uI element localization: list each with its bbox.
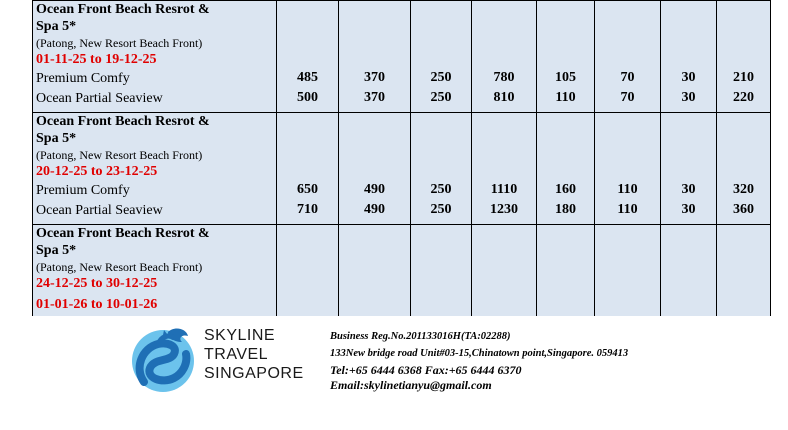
price-value: 500 [297,90,318,105]
company-email: Email:skylinetianyu@gmail.com [330,378,492,392]
price-value: 810 [493,90,515,105]
price-value: 490 [364,202,385,217]
price-value: 250 [430,70,452,85]
price-value: 30 [681,202,696,217]
price-cell [717,113,771,225]
price-value: 180 [555,202,576,217]
room-type: Ocean Partial Seaview [36,203,163,218]
date-range: 24-12-25 to 30-12-25 [36,276,158,291]
price-cell [661,113,717,225]
dragon-logo-icon [128,324,198,394]
room-type: Ocean Partial Seaview [36,91,163,106]
hotel-location: (Patong, New Resort Beach Front) [36,148,203,162]
price-cell [661,1,717,113]
table-row [33,113,771,225]
price-value: 160 [555,182,576,197]
price-value: 1230 [490,202,518,217]
date-range: 01-01-26 to 10-01-26 [36,297,158,312]
price-cell [339,113,411,225]
price-value: 110 [555,90,576,105]
brand-name [204,326,304,383]
price-value: 650 [297,182,318,197]
price-value: 710 [297,202,318,217]
price-value: 250 [430,182,452,197]
price-cell [411,113,472,225]
price-cell [472,113,537,225]
date-range: 20-12-25 to 23-12-25 [36,164,158,179]
price-cell [717,1,771,113]
price-value: 360 [733,202,754,217]
table-row [33,1,771,113]
hotel-cell [33,1,277,113]
company-footer [0,316,788,430]
brand-line: TRAVEL [204,346,269,363]
price-value: 110 [617,182,638,197]
price-cell [472,1,537,113]
company-tel-fax: Tel:+65 6444 6368 Fax:+65 6444 6370 [330,363,522,377]
price-cell [277,1,339,113]
price-value: 220 [733,90,754,105]
business-reg: Business Reg.No.201133016H(TA:02288) [330,331,511,342]
price-value: 780 [493,70,515,85]
price-value: 30 [681,70,696,85]
hotel-name-line-2: Spa 5* [36,243,77,258]
price-value: 250 [430,90,452,105]
hotel-name: Ocean Front Beach Resrot & [36,2,210,17]
hotel-name: Ocean Front Beach Resrot & [36,226,210,241]
room-type: Premium Comfy [36,183,130,198]
brand-line: SKYLINE [204,327,276,344]
price-value: 105 [555,70,576,85]
price-value: 70 [620,70,635,85]
price-value: 210 [733,70,754,85]
price-value: 370 [364,90,385,105]
price-cell [339,1,411,113]
price-cell [411,1,472,113]
price-value: 1110 [490,182,518,197]
price-value: 485 [297,70,318,85]
price-cell [537,1,595,113]
price-value: 320 [733,182,754,197]
price-cell [595,1,661,113]
hotel-name-line-2: Spa 5* [36,19,77,34]
company-address: 133New bridge road Unit#03-15,Chinatown point,Singapore. 059413 [330,348,629,359]
hotel-name: Ocean Front Beach Resrot & [36,114,210,129]
price-cell [277,113,339,225]
price-value: 370 [364,70,385,85]
price-cell [595,113,661,225]
price-table [32,0,771,335]
price-value: 250 [430,202,452,217]
hotel-cell [33,113,277,225]
hotel-location: (Patong, New Resort Beach Front) [36,36,203,50]
price-value: 30 [681,90,696,105]
date-range: 01-11-25 to 19-12-25 [36,52,157,67]
brand-line: SINGAPORE [204,365,304,382]
price-value: 70 [620,90,635,105]
company-info [330,328,628,394]
hotel-location: (Patong, New Resort Beach Front) [36,260,203,274]
price-value: 490 [364,182,385,197]
room-type: Premium Comfy [36,71,130,86]
price-cell [537,113,595,225]
price-value: 110 [617,202,638,217]
hotel-name-line-2: Spa 5* [36,131,77,146]
price-value: 30 [681,182,696,197]
